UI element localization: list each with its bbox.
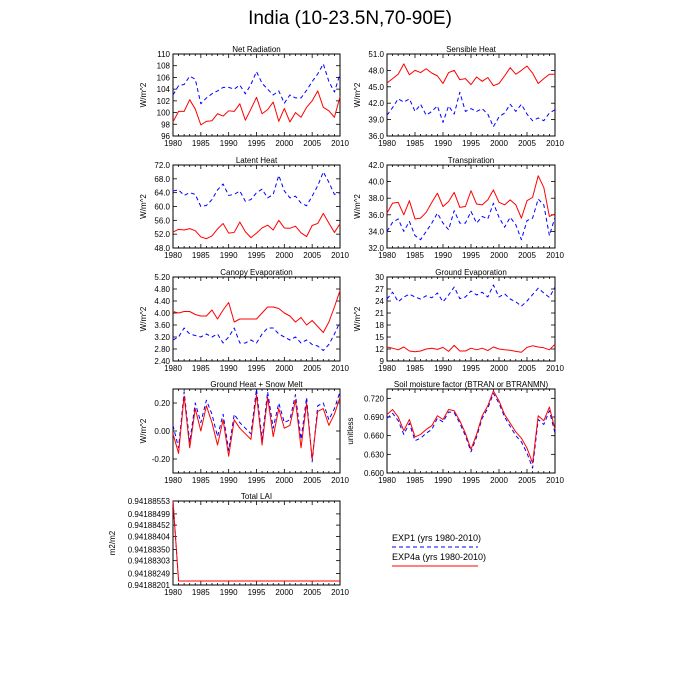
y-tick-label: 0.94188553 <box>127 497 170 506</box>
y-tick-label: 9 <box>379 357 384 366</box>
chart-panel <box>139 268 349 373</box>
y-tick-label: 100 <box>156 108 170 118</box>
y-tick-label: 0.94188404 <box>127 532 170 542</box>
series-line <box>173 395 340 459</box>
panel-title: Latent Heat <box>235 156 278 165</box>
panel-title: Total LAI <box>240 492 273 501</box>
x-tick-label: 2000 <box>275 476 294 485</box>
x-tick-label: 1995 <box>247 364 266 373</box>
y-tick-label: 0.600 <box>363 469 384 478</box>
panel-title: Canopy Evaporation <box>220 268 293 277</box>
y-tick-label: 0.94188303 <box>127 556 170 566</box>
y-tick-label: 0.720 <box>363 394 384 404</box>
y-axis-label: W/m^2 <box>139 306 148 332</box>
y-tick-label: 0.94188249 <box>127 569 170 579</box>
x-tick-label: 1980 <box>378 251 396 260</box>
x-tick-label: 1995 <box>462 139 480 148</box>
y-tick-label: 68.0 <box>154 174 170 184</box>
x-tick-label: 1980 <box>164 588 182 597</box>
y-axis-label: W/m^2 <box>353 306 362 332</box>
y-tick-label: 0.94188499 <box>127 509 170 519</box>
chart-panel <box>346 380 564 485</box>
y-tick-label: 3.60 <box>154 321 170 330</box>
y-tick-label: 0.94188201 <box>127 581 170 590</box>
y-tick-label: 0.94188350 <box>127 545 170 555</box>
y-tick-label: 98 <box>161 120 170 130</box>
y-tick-label: 39.0 <box>368 115 384 125</box>
series-line <box>173 501 340 581</box>
y-tick-label: 2.40 <box>154 357 170 366</box>
y-tick-label: 32.0 <box>368 244 384 253</box>
x-tick-label: 1990 <box>219 476 238 485</box>
y-tick-label: 60.0 <box>154 202 170 212</box>
y-tick-label: -0.20 <box>151 455 170 464</box>
x-tick-label: 2000 <box>490 476 508 485</box>
y-axis-label: W/m^2 <box>353 82 362 108</box>
x-tick-label: 1990 <box>219 588 238 597</box>
y-tick-label: 56.0 <box>154 216 170 226</box>
x-tick-label: 2005 <box>303 476 322 485</box>
x-tick-label: 1995 <box>462 364 480 373</box>
x-tick-label: 2010 <box>546 476 564 485</box>
chart-panel <box>139 156 349 260</box>
x-tick-label: 1980 <box>378 476 396 485</box>
x-tick-label: 2010 <box>331 476 349 485</box>
x-tick-label: 2000 <box>275 139 294 148</box>
x-tick-label: 1980 <box>164 251 182 260</box>
y-tick-label: 4.80 <box>154 285 170 294</box>
series-line <box>387 64 555 86</box>
y-tick-label: 18 <box>375 321 384 330</box>
x-tick-label: 2000 <box>490 251 508 260</box>
y-axis-label: W/m^2 <box>139 82 148 108</box>
x-tick-label: 1990 <box>434 139 452 148</box>
plot-frame <box>173 501 340 585</box>
panel-title: Ground Heat + Snow Melt <box>210 380 303 389</box>
x-tick-label: 1995 <box>247 588 266 597</box>
x-tick-label: 1985 <box>406 139 424 148</box>
series-line <box>387 92 555 126</box>
y-tick-label: 52.0 <box>154 230 170 240</box>
x-tick-label: 2010 <box>546 364 564 373</box>
y-tick-label: 51.0 <box>368 50 384 59</box>
y-axis-label: W/m^2 <box>353 194 362 219</box>
y-tick-label: 40.0 <box>368 177 384 187</box>
y-tick-label: 64.0 <box>154 188 170 198</box>
y-axis-label: m2/m2 <box>108 530 117 556</box>
y-tick-label: 38.0 <box>368 194 384 204</box>
y-tick-label: 36.0 <box>368 210 384 220</box>
x-tick-label: 2005 <box>518 251 536 260</box>
y-tick-label: 0.94188452 <box>127 521 170 531</box>
panel-title: Soil moisture factor (BTRAN or BTRANMN) <box>393 380 549 389</box>
panel-title: Net Radiation <box>232 45 281 54</box>
plot-frame <box>173 165 340 248</box>
legend <box>392 533 486 566</box>
y-tick-label: 2.80 <box>154 345 170 354</box>
x-tick-label: 1980 <box>164 139 182 148</box>
y-tick-label: 0.20 <box>154 399 170 408</box>
y-tick-label: 36.0 <box>368 132 384 141</box>
panel-title: Sensible Heat <box>446 45 496 54</box>
x-tick-label: 1980 <box>378 139 396 148</box>
plot-frame <box>387 165 555 248</box>
x-tick-label: 1985 <box>406 476 424 485</box>
y-tick-label: 21 <box>375 309 384 318</box>
chart-panel <box>139 45 349 148</box>
x-tick-label: 1980 <box>378 364 396 373</box>
plot-frame <box>387 54 555 136</box>
x-tick-label: 1990 <box>219 251 238 260</box>
x-tick-label: 1990 <box>434 364 452 373</box>
y-tick-label: 12 <box>375 345 384 354</box>
series-line <box>173 291 340 333</box>
y-tick-label: 110 <box>157 50 170 59</box>
x-tick-label: 2005 <box>303 364 322 373</box>
x-tick-label: 2005 <box>518 139 536 148</box>
x-tick-label: 2000 <box>490 139 508 148</box>
panel-title: Ground Evaporation <box>435 268 507 277</box>
y-tick-label: 108 <box>156 61 170 71</box>
chart-panel <box>108 492 349 597</box>
series-line <box>387 344 555 352</box>
y-tick-label: 72.0 <box>154 161 170 170</box>
x-tick-label: 2005 <box>303 139 322 148</box>
y-tick-label: 0.690 <box>363 413 384 422</box>
x-tick-label: 2005 <box>303 588 322 597</box>
x-tick-label: 1990 <box>219 139 238 148</box>
x-tick-label: 2000 <box>275 364 294 373</box>
x-tick-label: 2010 <box>546 251 564 260</box>
y-tick-label: 5.20 <box>154 273 170 282</box>
y-tick-label: 24 <box>375 297 384 306</box>
x-tick-label: 1985 <box>406 364 424 373</box>
y-tick-label: 30 <box>375 273 384 282</box>
series-line <box>173 501 340 581</box>
x-tick-label: 2000 <box>275 251 294 260</box>
chart-panel <box>353 45 564 148</box>
x-tick-label: 1985 <box>191 364 210 373</box>
series-line <box>173 389 340 462</box>
x-tick-label: 1980 <box>164 364 182 373</box>
panel-title: Transpiration <box>447 156 495 165</box>
x-tick-label: 1995 <box>247 139 266 148</box>
x-tick-label: 1990 <box>434 476 452 485</box>
x-tick-label: 2010 <box>331 251 349 260</box>
x-tick-label: 2005 <box>518 476 536 485</box>
series-line <box>173 213 340 238</box>
x-tick-label: 1985 <box>406 251 424 260</box>
y-tick-label: 4.00 <box>154 309 170 318</box>
x-tick-label: 1990 <box>434 251 452 260</box>
legend-label: EXP1 (yrs 1980-2010) <box>392 533 482 543</box>
x-tick-label: 1995 <box>462 476 480 485</box>
y-tick-label: 3.20 <box>154 333 170 342</box>
y-tick-label: 42.0 <box>368 161 384 170</box>
y-tick-label: 48.0 <box>368 66 384 76</box>
x-tick-label: 1985 <box>191 139 210 148</box>
y-tick-label: 0.630 <box>363 450 384 460</box>
x-tick-label: 1985 <box>191 476 210 485</box>
y-tick-label: 15 <box>375 333 384 342</box>
chart-panel <box>139 380 349 485</box>
y-tick-label: 45.0 <box>368 82 384 92</box>
x-tick-label: 1985 <box>191 588 210 597</box>
x-tick-label: 2010 <box>331 588 349 597</box>
series-line <box>387 285 555 306</box>
y-tick-label: 4.40 <box>154 297 170 306</box>
series-line <box>173 91 340 125</box>
legend-label: EXP4a (yrs 1980-2010) <box>392 552 487 562</box>
y-tick-label: 0.00 <box>154 427 170 436</box>
x-tick-label: 2000 <box>275 588 294 597</box>
y-axis-label: W/m^2 <box>139 194 148 219</box>
x-tick-label: 1980 <box>164 476 182 485</box>
y-tick-label: 34.0 <box>368 227 384 237</box>
chart-panel <box>353 268 564 373</box>
series-line <box>173 322 340 351</box>
x-tick-label: 1995 <box>247 251 266 260</box>
x-tick-label: 1995 <box>462 251 480 260</box>
y-tick-label: 102 <box>156 96 170 106</box>
figure-title: India (10-23.5N,70-90E) <box>248 8 452 29</box>
x-tick-label: 2010 <box>546 139 564 148</box>
series-line <box>173 172 340 207</box>
y-tick-label: 48.0 <box>154 244 170 253</box>
x-tick-label: 2000 <box>490 364 508 373</box>
y-tick-label: 42.0 <box>368 99 384 109</box>
x-tick-label: 2010 <box>331 139 349 148</box>
series-line <box>387 199 555 240</box>
chart-panel <box>353 156 564 260</box>
y-tick-label: 104 <box>156 85 170 95</box>
x-tick-label: 1990 <box>219 364 238 373</box>
y-tick-label: 96 <box>161 132 170 141</box>
y-axis-label: unitless <box>346 417 355 445</box>
y-axis-label: W/m^2 <box>139 418 148 444</box>
x-tick-label: 2010 <box>331 364 349 373</box>
x-tick-label: 1995 <box>247 476 266 485</box>
x-tick-label: 2005 <box>303 251 322 260</box>
x-tick-label: 2005 <box>518 364 536 373</box>
y-tick-label: 106 <box>156 73 170 83</box>
x-tick-label: 1985 <box>191 251 210 260</box>
y-tick-label: 27 <box>375 285 384 294</box>
y-tick-label: 0.660 <box>363 431 384 441</box>
